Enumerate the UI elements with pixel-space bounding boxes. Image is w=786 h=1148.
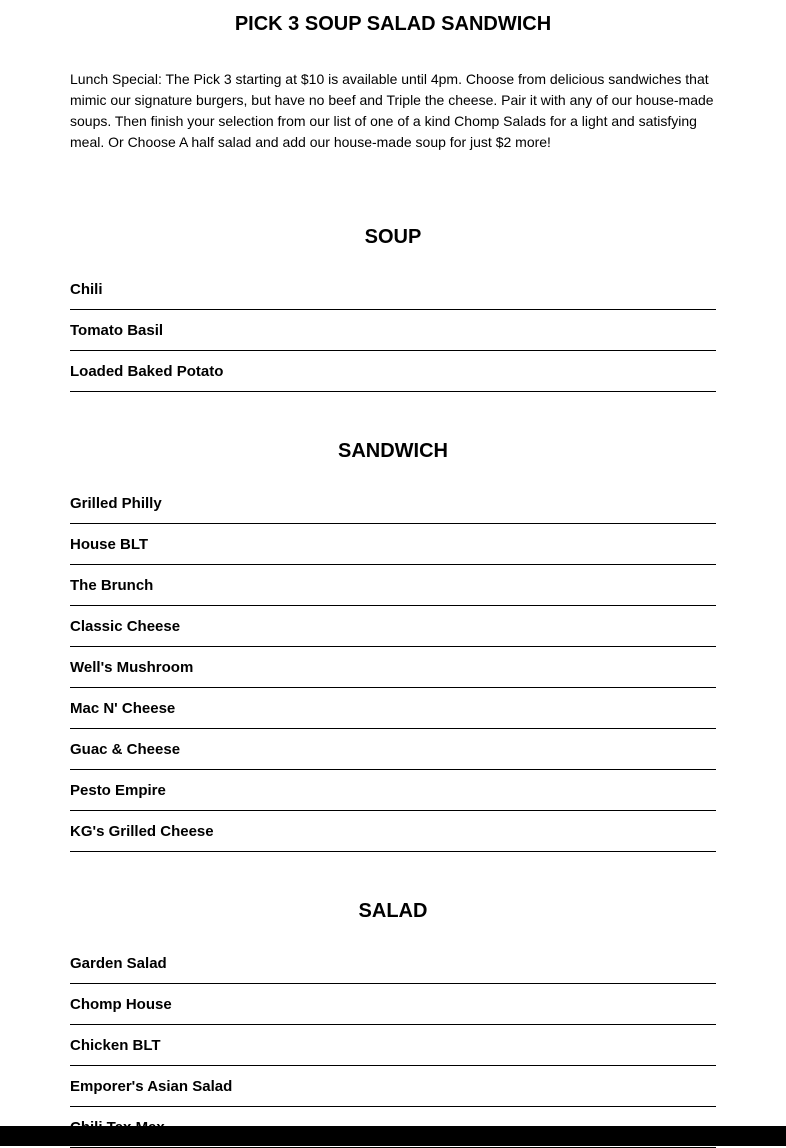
menu-item-name: Classic Cheese (70, 618, 181, 635)
menu-item-name: Garden Salad (70, 955, 167, 972)
menu-item-sandwich[interactable] (70, 647, 716, 688)
menu-item-sandwich[interactable] (70, 483, 716, 524)
menu-item-soup[interactable] (70, 269, 716, 310)
menu-item-sandwich[interactable] (70, 811, 716, 852)
menu-item-name: Well's Mushroom (70, 659, 194, 676)
menu-item-sandwich[interactable] (70, 770, 716, 811)
menu-item-name: KG's Grilled Cheese (70, 823, 214, 840)
menu-item-name: Chicken BLT (70, 1037, 161, 1054)
menu-item-name: Guac & Cheese (70, 741, 181, 758)
menu-item-name: House BLT (70, 536, 149, 553)
section-title-soup: SOUP (364, 226, 422, 248)
menu-item-name: Emporer's Asian Salad (70, 1078, 233, 1095)
sandwich-list (70, 483, 716, 852)
menu-item-salad[interactable] (70, 1025, 716, 1066)
menu-item-name: Mac N' Cheese (70, 700, 176, 717)
soup-list (70, 269, 716, 392)
menu-item-soup[interactable] (70, 310, 716, 351)
menu-item-sandwich[interactable] (70, 688, 716, 729)
menu-item-name: Chili (70, 281, 103, 298)
menu-item-sandwich[interactable] (70, 524, 716, 565)
menu-item-salad[interactable] (70, 1066, 716, 1107)
menu-item-name: Loaded Baked Potato (70, 363, 224, 380)
menu-item-name: The Brunch (70, 577, 154, 594)
lunch-special-description: Lunch Special: The Pick 3 starting at $10 is available until 4pm. Choose from delicious sandwiches that mimic our signature burgers, but have no beef and Triple the cheese. Pair it with any of our house-made soups. Then finish your selection from our list of one of a kind Chomp Salads for a light and satisfying meal. Or Choose A half salad and add our house-made soup for just $2 more! (70, 71, 714, 150)
menu-item-soup[interactable] (70, 351, 716, 392)
menu-item-salad[interactable] (70, 984, 716, 1025)
menu-item-sandwich[interactable] (70, 729, 716, 770)
menu-item-name: Tomato Basil (70, 322, 164, 339)
bottom-bar (0, 1126, 786, 1146)
menu-item-salad[interactable] (70, 943, 716, 984)
page-title: PICK 3 SOUP SALAD SANDWICH (234, 13, 552, 35)
section-title-salad: SALAD (358, 900, 428, 922)
menu-item-name: Pesto Empire (70, 782, 166, 799)
menu-item-sandwich[interactable] (70, 565, 716, 606)
section-title-sandwich: SANDWICH (338, 440, 448, 462)
menu-item-name: Grilled Philly (70, 495, 162, 512)
menu-item-name: Chomp House (70, 996, 172, 1013)
menu-item-sandwich[interactable] (70, 606, 716, 647)
salad-list (70, 943, 716, 1148)
